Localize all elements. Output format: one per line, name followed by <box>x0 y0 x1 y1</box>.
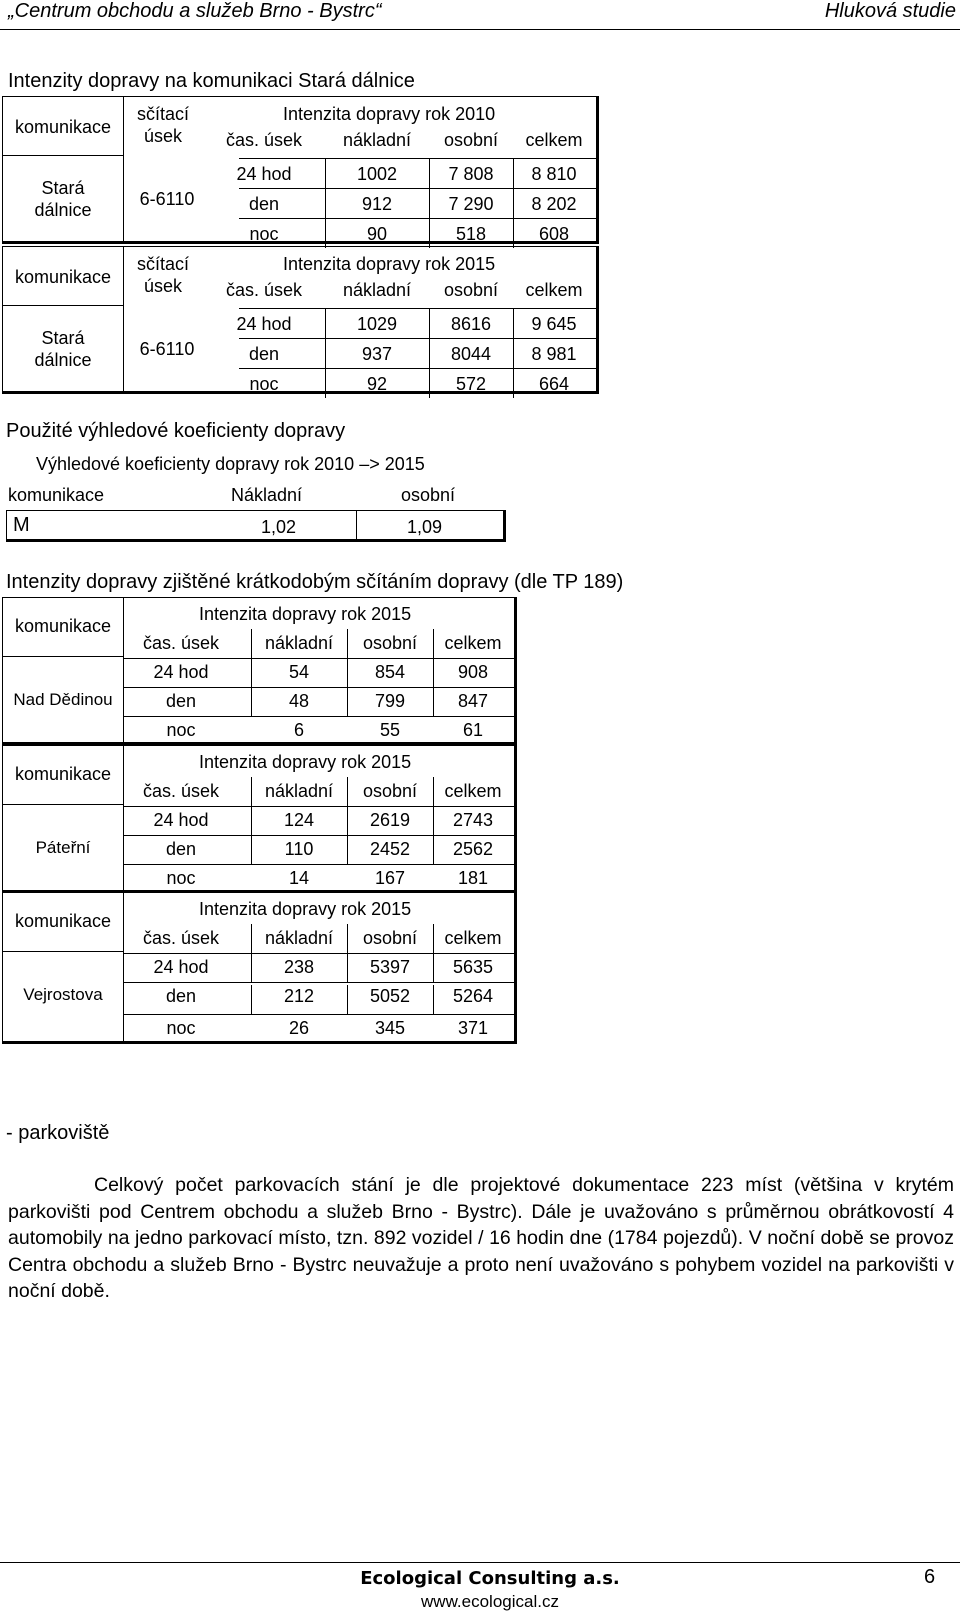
cell-value: 847 <box>457 691 489 711</box>
cell-value: 238 <box>283 957 315 977</box>
header-document-type: Hluková studie <box>824 0 956 22</box>
road-name: Páteřní <box>35 838 91 857</box>
short-term-count-table <box>2 597 517 745</box>
year-label: Intenzita dopravy rok 2015 <box>283 254 496 274</box>
row-period: noc <box>166 868 196 888</box>
section-title-short-term-counts: Intenzity dopravy zjištěné krátkodobým sčítáním dopravy (dle TP 189) <box>6 571 624 593</box>
column-header: čas. úsek <box>142 928 220 948</box>
column-header: nákladní <box>264 633 334 653</box>
cell-value: 54 <box>288 662 310 682</box>
cell-value: 181 <box>457 868 489 888</box>
column-header: nákladní <box>264 781 334 801</box>
cell-value: 908 <box>457 662 489 682</box>
cell-value: 5264 <box>452 986 494 1006</box>
stara-dalnice-table <box>2 246 599 394</box>
cell-value: 124 <box>283 810 315 830</box>
row-period: den <box>165 691 197 711</box>
cell-value: 5397 <box>369 957 411 977</box>
col-road-header: komunikace <box>14 117 112 137</box>
coefficient-col-trucks: Nákladní <box>231 485 303 505</box>
cell-value: 167 <box>374 868 406 888</box>
section-title-stara-dalnice: Intenzity dopravy na komunikaci Stará dálnice <box>8 70 415 92</box>
column-header: osobní <box>362 781 418 801</box>
row-period: noc <box>166 720 196 740</box>
short-term-count-table <box>2 745 517 893</box>
year-label: Intenzita dopravy rok 2015 <box>199 752 412 772</box>
counter-id: 6-6110 <box>139 189 195 209</box>
row-period: den <box>165 986 197 1006</box>
cell-value: 8616 <box>450 314 492 334</box>
column-header: osobní <box>443 130 499 150</box>
cell-value: 8 202 <box>531 194 577 214</box>
cell-value: 8044 <box>450 344 492 364</box>
cell-value: 518 <box>455 224 487 244</box>
coefficient-row-trucks: 1,02 <box>127 511 357 539</box>
cell-value: 26 <box>288 1018 310 1038</box>
cell-value: 1002 <box>356 164 398 184</box>
column-header: osobní <box>362 633 418 653</box>
cell-value: 912 <box>361 194 393 214</box>
cell-value: 2452 <box>369 839 411 859</box>
footer-company: Ecological Consulting a.s. <box>360 1568 620 1589</box>
column-header: celkem <box>444 928 502 948</box>
column-header: čas. úsek <box>142 781 220 801</box>
column-header: celkem <box>444 633 502 653</box>
cell-value: 2743 <box>452 810 494 830</box>
cell-value: 7 808 <box>448 164 494 184</box>
row-period: noc <box>249 374 279 394</box>
parking-heading: - parkoviště <box>6 1122 110 1144</box>
cell-value: 9 645 <box>531 314 577 334</box>
row-period: den <box>165 839 197 859</box>
cell-value: 212 <box>283 986 315 1006</box>
coefficient-row-box <box>6 510 506 542</box>
column-header: celkem <box>444 781 502 801</box>
column-header: čas. úsek <box>225 280 303 300</box>
row-period: 24 hod <box>236 314 292 334</box>
coefficient-table <box>6 450 506 542</box>
col-road-header: komunikace <box>14 616 112 636</box>
road-name: Stará dálnice <box>34 178 92 220</box>
cell-value: 1029 <box>356 314 398 334</box>
page-header <box>0 0 960 30</box>
cell-value: 90 <box>366 224 388 244</box>
parking-text: Celkový počet parkovacích stání je dle projektové dokumentace 223 míst (většina v krytém parkovišti pod Centrem obchodu a služeb Brno - Bystrc). Dále je uvažováno s průměrnou obrátkovostí 4 automobily na jedno parkovací místo, tzn. 892 vozidel / 16 hodin dne (1784 pojezdů). V noční době se provoz Centra obchodu a služeb Brno - Bystrc neuvažuje a proto není uvažováno s pohybem vozidel na parkovišti v noční době. <box>8 1174 954 1302</box>
short-term-count-table <box>2 892 517 1044</box>
row-period: noc <box>249 224 279 244</box>
column-header: čas. úsek <box>142 633 220 653</box>
page-number: 6 <box>924 1566 936 1588</box>
parking-paragraph <box>8 1172 954 1305</box>
road-name: Stará dálnice <box>34 328 92 370</box>
row-period: 24 hod <box>153 957 209 977</box>
cell-value: 8 810 <box>531 164 577 184</box>
cell-value: 55 <box>379 720 401 740</box>
row-period: den <box>248 344 280 364</box>
year-label: Intenzita dopravy rok 2015 <box>199 604 412 624</box>
cell-value: 664 <box>538 374 570 394</box>
coefficient-table-title: Výhledové koeficienty dopravy rok 2010 –> 2015 <box>36 454 425 474</box>
stara-dalnice-table <box>2 96 599 244</box>
row-period: 24 hod <box>153 662 209 682</box>
coefficient-row-cars: 1,09 <box>407 517 443 537</box>
cell-value: 799 <box>374 691 406 711</box>
cell-value: 937 <box>361 344 393 364</box>
road-name: Nad Dědinou <box>13 690 113 709</box>
year-label: Intenzita dopravy rok 2015 <box>199 899 412 919</box>
coefficient-col-cars: osobní <box>401 485 456 505</box>
col-counter-header: sčítací úsek <box>136 254 189 296</box>
cell-value: 572 <box>455 374 487 394</box>
column-header: celkem <box>525 280 583 300</box>
col-road-header: komunikace <box>14 911 112 931</box>
cell-value: 345 <box>374 1018 406 1038</box>
cell-value: 8 981 <box>531 344 577 364</box>
coefficient-col-road: komunikace <box>8 485 105 505</box>
header-project-title: „Centrum obchodu a služeb Brno - Bystrc“ <box>8 0 382 22</box>
cell-value: 92 <box>366 374 388 394</box>
col-road-header: komunikace <box>14 764 112 784</box>
column-header: nákladní <box>342 280 412 300</box>
column-header: nákladní <box>264 928 334 948</box>
counter-id: 6-6110 <box>139 339 195 359</box>
footer-divider <box>0 1562 960 1563</box>
column-header: celkem <box>525 130 583 150</box>
cell-value: 48 <box>288 691 310 711</box>
cell-value: 854 <box>374 662 406 682</box>
cell-value: 2619 <box>369 810 411 830</box>
cell-value: 14 <box>288 868 310 888</box>
column-header: čas. úsek <box>225 130 303 150</box>
row-period: noc <box>166 1018 196 1038</box>
col-road-header: komunikace <box>14 267 112 287</box>
cell-value: 371 <box>457 1018 489 1038</box>
row-period: 24 hod <box>153 810 209 830</box>
cell-value: 5635 <box>452 957 494 977</box>
cell-value: 608 <box>538 224 570 244</box>
year-label: Intenzita dopravy rok 2010 <box>283 104 496 124</box>
footer-website: www.ecological.cz <box>421 1592 559 1611</box>
coefficient-row-road: M <box>13 514 30 536</box>
section-title-coefficients: Použité výhledové koeficienty dopravy <box>6 420 346 442</box>
cell-value: 110 <box>284 839 314 859</box>
road-name: Vejrostova <box>23 985 103 1004</box>
column-header: osobní <box>362 928 418 948</box>
cell-value: 7 290 <box>448 194 494 214</box>
column-header: nákladní <box>342 130 412 150</box>
cell-value: 5052 <box>369 986 411 1006</box>
col-counter-header: sčítací úsek <box>136 104 189 146</box>
column-header: osobní <box>443 280 499 300</box>
row-period: den <box>248 194 280 214</box>
cell-value: 61 <box>462 720 484 740</box>
cell-value: 6 <box>293 720 304 740</box>
cell-value: 2562 <box>452 839 494 859</box>
row-period: 24 hod <box>236 164 292 184</box>
